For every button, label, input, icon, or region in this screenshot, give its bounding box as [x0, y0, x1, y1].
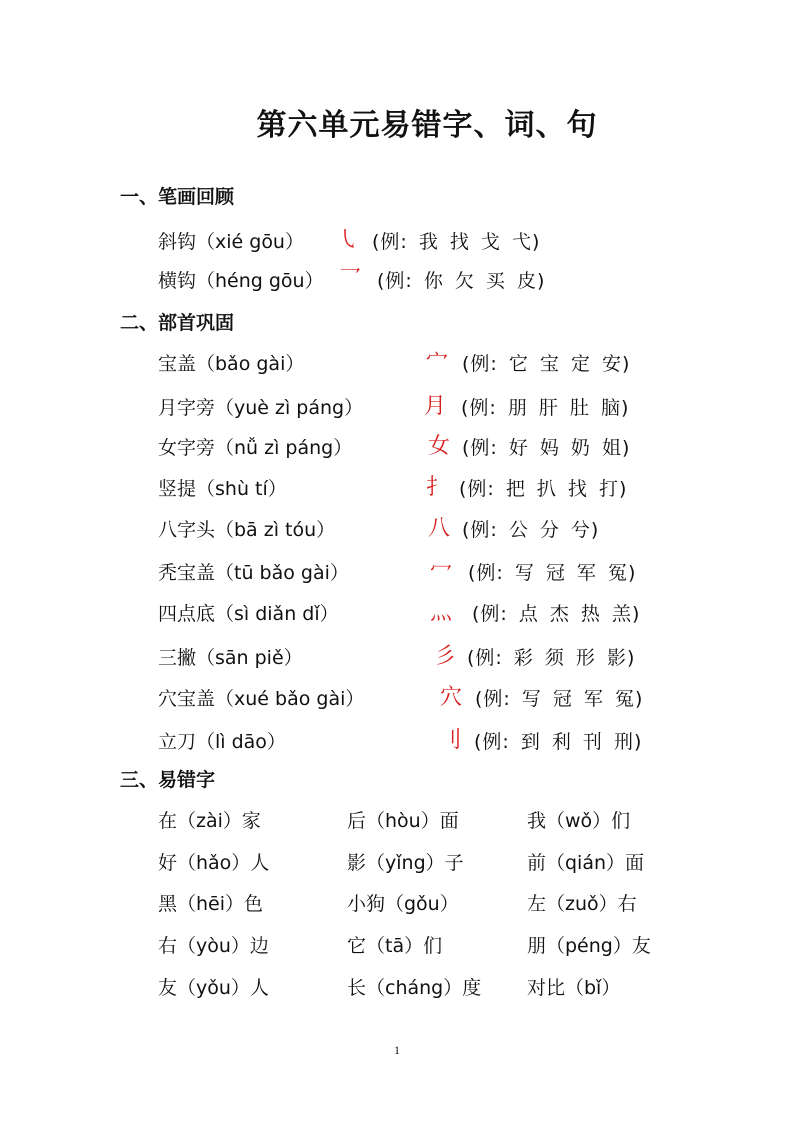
- radical-example: (例: 写 冠 军 冤): [468, 562, 637, 584]
- radical-row: [0, 393, 794, 429]
- radical-name: 月字旁（yuè zì páng）: [158, 397, 364, 419]
- word-item: 友（yǒu）人: [158, 977, 269, 999]
- word-item: 影（yǐng）子: [347, 852, 464, 874]
- radical-row: [0, 643, 794, 679]
- radical-name: 立刀（lì dāo）: [158, 731, 286, 753]
- radical-example: (例: 彩 须 形 影): [467, 647, 636, 669]
- radical-name: 秃宝盖（tū bǎo gài）: [158, 562, 349, 584]
- stroke-glyph: ㇂: [336, 228, 359, 253]
- word-item: 小狗（gǒu）: [347, 893, 459, 915]
- radical-glyph: 月: [423, 394, 446, 419]
- word-item: 前（qián）面: [527, 852, 645, 874]
- section-heading-mistake-chars: 三、易错字: [120, 769, 216, 791]
- word-item: 对比（bǐ）: [527, 977, 621, 999]
- radical-example: (例: 它 宝 定 安): [462, 353, 631, 375]
- radical-row: [0, 474, 794, 510]
- radical-glyph: 扌: [425, 475, 448, 500]
- word-item: 它（tā）们: [347, 935, 443, 957]
- radical-name: 女字旁（nǚ zì páng）: [158, 437, 353, 459]
- radical-row: [0, 349, 794, 385]
- radical-example: (例: 朋 肝 肚 脑): [461, 397, 630, 419]
- radical-glyph: 冖: [429, 559, 452, 584]
- radical-name: 八字头（bā zì tóu）: [158, 519, 336, 541]
- stroke-example: (例: 我 找 戈 弋): [372, 231, 541, 253]
- word-item: 我（wǒ）们: [527, 810, 631, 832]
- radical-glyph: 穴: [439, 685, 462, 710]
- word-item: 黑（hēi）色: [158, 893, 264, 915]
- page-title: 第六单元易错字、词、句: [256, 108, 598, 143]
- radical-glyph: 彡: [433, 644, 456, 669]
- radical-row: [0, 727, 794, 763]
- section-heading-radicals: 二、部首巩固: [120, 312, 235, 334]
- word-item: 右（yòu）边: [158, 935, 269, 957]
- radical-name: 穴宝盖（xué bǎo gài）: [158, 688, 365, 710]
- radical-example: (例: 写 冠 军 冤): [475, 688, 644, 710]
- radical-example: (例: 点 杰 热 羔): [472, 603, 641, 625]
- radical-glyph: 八: [427, 516, 450, 541]
- radical-name: 四点底（sì diǎn dǐ）: [158, 603, 339, 625]
- radical-row: [0, 684, 794, 720]
- radical-glyph: 灬: [429, 600, 452, 625]
- word-item: 后（hòu）面: [347, 810, 459, 832]
- stroke-glyph: 乛: [338, 267, 361, 292]
- stroke-example: (例: 你 欠 买 皮): [377, 270, 546, 292]
- radical-row: [0, 599, 794, 635]
- section-heading-strokes: 一、笔画回顾: [120, 186, 235, 208]
- word-item: 朋（péng）友: [527, 935, 651, 957]
- radical-glyph: 宀: [425, 350, 448, 375]
- radical-example: (例: 到 利 刊 刑): [474, 731, 643, 753]
- radical-glyph: 刂: [439, 728, 462, 753]
- radical-row: [0, 558, 794, 594]
- radical-example: (例: 公 分 兮): [462, 519, 600, 541]
- radical-name: 竖提（shù tí）: [158, 478, 287, 500]
- stroke-name: 斜钩（xié gōu）: [158, 231, 304, 253]
- radical-name: 宝盖（bǎo gài）: [158, 353, 305, 375]
- radical-name: 三撇（sān piě）: [158, 647, 303, 669]
- word-item: 长（cháng）度: [347, 977, 482, 999]
- page-number: 1: [394, 1043, 400, 1057]
- radical-glyph: 女: [427, 434, 450, 459]
- word-item: 左（zuǒ）右: [527, 893, 637, 915]
- word-item: 好（hǎo）人: [158, 852, 270, 874]
- stroke-row: [0, 266, 794, 302]
- radical-row: [0, 515, 794, 551]
- word-item: 在（zài）家: [158, 810, 261, 832]
- radical-row: [0, 433, 794, 469]
- radical-example: (例: 把 扒 找 打): [459, 478, 628, 500]
- radical-example: (例: 好 妈 奶 姐): [462, 437, 631, 459]
- stroke-row: [0, 227, 794, 263]
- stroke-name: 横钩（héng gōu）: [158, 270, 324, 292]
